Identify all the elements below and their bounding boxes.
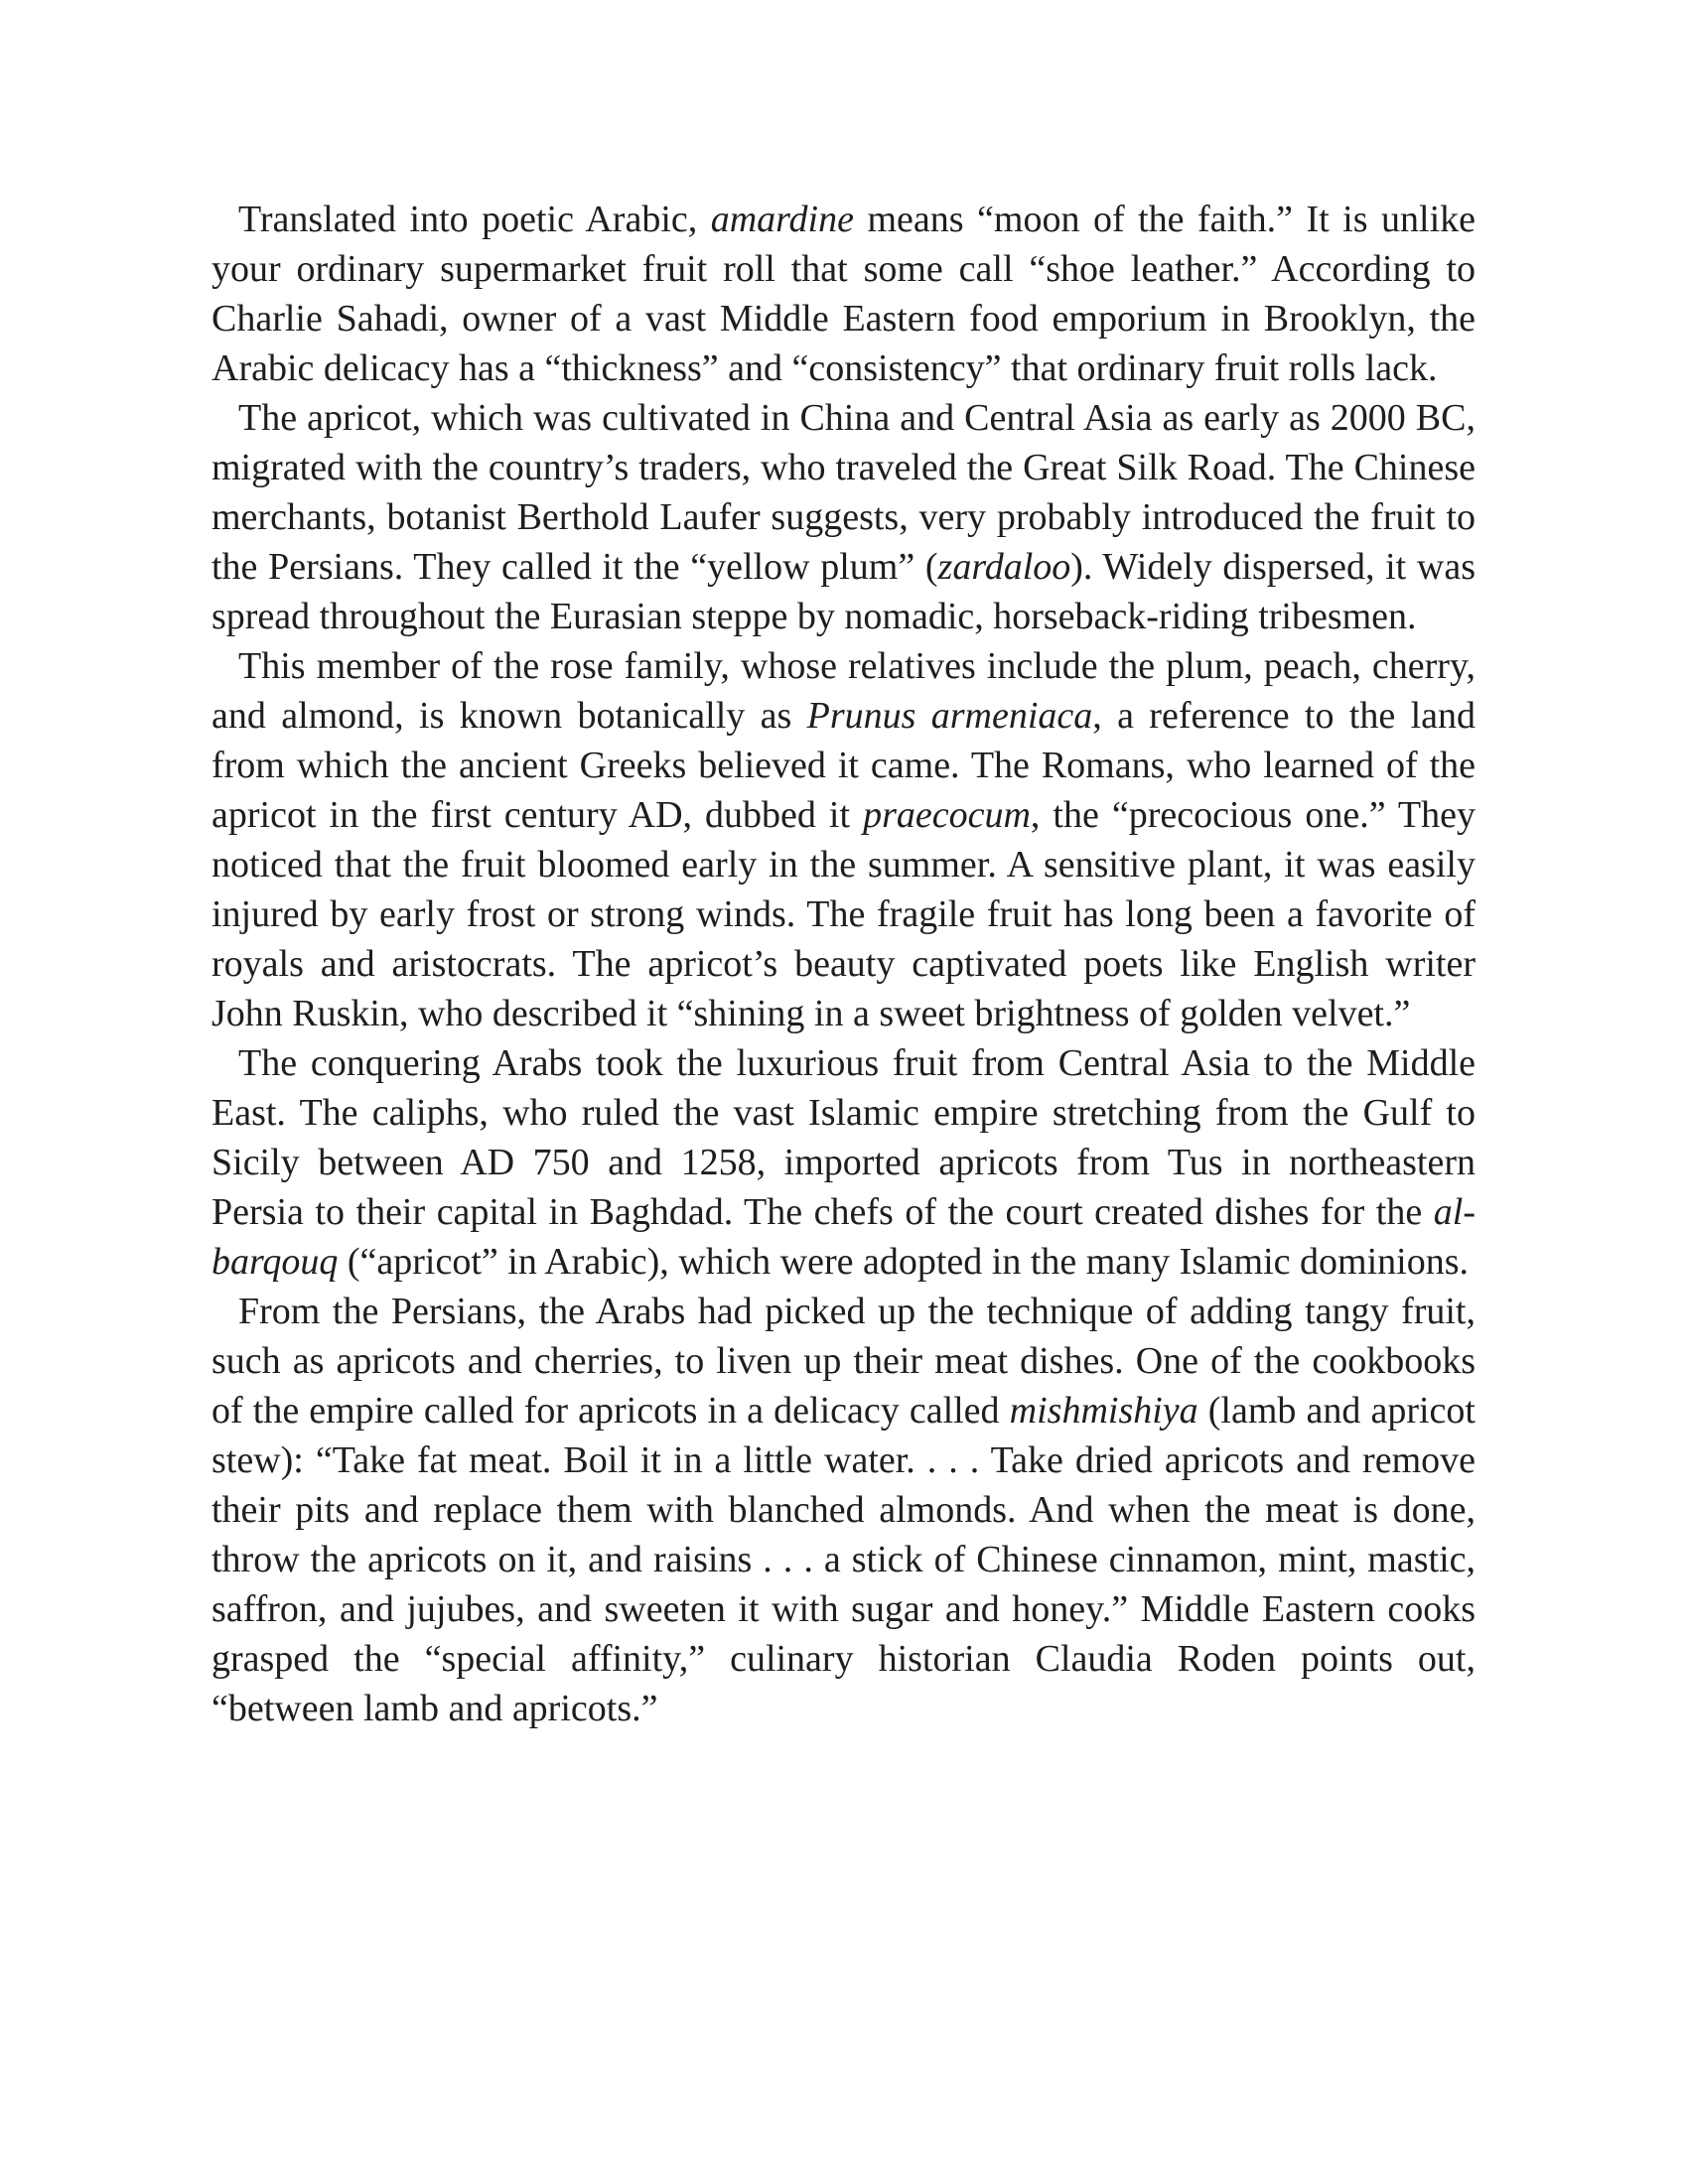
text-run: (lamb and apricot stew): “Take fat meat. Boil it in a little water. . . . Take dried apricots and remove their pits and replace them with blanched almonds. And when the meat is done, throw the apricots on it, and raisins . . . a stick of Chinese cinnamon, mint, mastic, saffron, and jujubes, and sweeten it with sugar and honey.” Middle Eastern cooks grasped the “special affinity,” culinary historian Claudia Roden points out, “between lamb and apricots.”: [211, 1390, 1476, 1729]
italic-term: zardaloo: [937, 546, 1071, 588]
text-run: The conquering Arabs took the luxurious fruit from Central Asia to the Middle East. The caliphs, who ruled the vast Islamic empire stretching from the Gulf to Sicily between AD 750 and 1258, imported apricots from Tus in northeastern Persia to their capital in Baghdad. The chefs of the court created dishes for the: [211, 1042, 1476, 1233]
page-body: [211, 195, 1476, 1733]
text-run: Translated into poetic Arabic,: [238, 199, 711, 240]
text-run: From the Persians, the Arabs had picked up the technique of adding tangy fruit, such as apricots and cherries, to liven up their meat dishes. One of the cookbooks of the empire called for apricots in a delicacy called: [211, 1291, 1476, 1432]
text-run: The apricot, which was cultivated in China and Central Asia as early as 2000 BC, migrated with the country’s traders, who traveled the Great Silk Road. The Chinese merchants, botanist Berthold Laufer suggests, very probably introduced the fruit to the Persians. They called it the “yellow plum” (: [211, 397, 1476, 588]
text-run: , a reference to the land from which the ancient Greeks believed it came. The Romans, who learned of the apricot in the first century AD, dubbed it: [211, 695, 1476, 836]
italic-term: al-barqouq: [211, 1191, 1476, 1283]
paragraph-apricot-origin: [211, 393, 1476, 641]
italic-term: mishmishiya: [1009, 1390, 1198, 1432]
text-run: means “moon of the faith.” It is unlike your ordinary supermarket fruit roll that some call “shoe leather.” According to Charlie Sahadi, owner of a vast Middle Eastern food emporium in Brooklyn, the Arabic delicacy has a “thickness” and “consistency” that ordinary fruit rolls lack.: [211, 199, 1476, 389]
paragraph-amardine: [211, 195, 1476, 393]
text-run: ). Widely dispersed, it was spread throughout the Eurasian steppe by nomadic, horseback-riding tribesmen.: [211, 546, 1477, 637]
paragraph-arabs-caliphs: [211, 1038, 1476, 1287]
text-run: , the “precocious one.” They noticed that the fruit bloomed early in the summer. A sensitive plant, it was easily injured by early frost or strong winds. The fragile fruit has long been a favorite of royals and aristocrats. The apricot’s beauty captivated poets like English writer John Ruskin, who described it “shining in a sweet brightness of golden velvet.”: [211, 794, 1476, 1034]
paragraph-rose-family: [211, 641, 1476, 1038]
paragraph-mishmishiya: [211, 1287, 1476, 1733]
italic-term: praecocum: [863, 794, 1031, 836]
text-run: This member of the rose family, whose relatives include the plum, peach, cherry, and almond, is known botanically as: [211, 645, 1476, 737]
italic-term: amardine: [710, 199, 854, 240]
italic-term: Prunus armeniaca: [806, 695, 1093, 737]
text-run: (“apricot” in Arabic), which were adopted in the many Islamic dominions.: [338, 1241, 1469, 1283]
